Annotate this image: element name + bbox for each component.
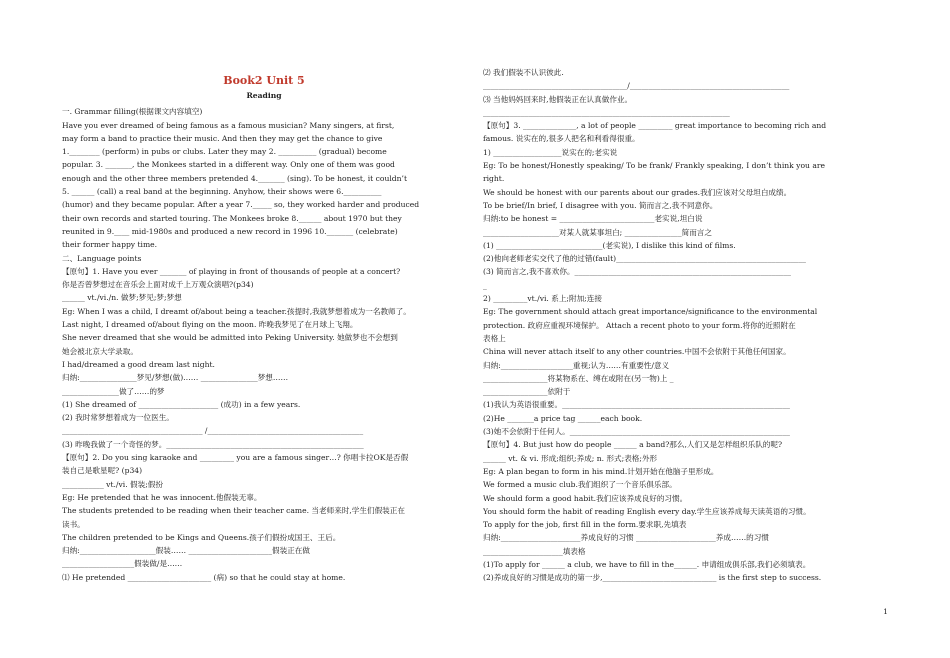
text-line: 【原句】2. Do you sing karaoke and _________ you are a famous singer…? 你唱卡拉OK是否假 — [62, 453, 409, 463]
text-line: 你是否曾梦想过在音乐会上面对成千上万观众演唱?(p34) — [62, 280, 254, 290]
text-line: (2) 我时常梦想着成为一位医生。 — [62, 413, 174, 423]
text-line: We should form a good habit.我们应该养成良好的习惯。 — [483, 493, 688, 503]
text-line: (1)To apply for ______ a club, we have to fill in the______. 申请组成俱乐部,我们必须填表。 — [483, 559, 811, 569]
text-line: ______ vt./vi./n. 做梦;梦见;梦;梦想 — [62, 293, 182, 303]
text-line: ____________________对某人就某事坦白; _______________简而言之 — [483, 227, 712, 237]
text-line: right. — [483, 174, 505, 184]
text-line: 装自己是歌星呢? (p34) — [62, 466, 143, 476]
text-line: _________________将某物系在、缚在或附在(另一物)上 _ — [483, 373, 674, 383]
text-line: ⑴ He pretended ______________________ (病) so that he could stay at home. — [62, 572, 346, 582]
text-line: 1.________ (perform) in pubs or clubs. Later they may 2. __________ (gradual) become — [62, 147, 387, 157]
text-line: Eg: When I was a child, I dreamt of/about being a teacher.孩提时,我就梦想着成为一名教师了。 — [62, 306, 411, 316]
text-line: ⑶ 当他妈妈回来时,他假装正在认真做作业。 — [483, 94, 633, 104]
text-line: 表格上 — [483, 333, 506, 343]
text-line: Last night, I dreamed of/about flying on the moon. 昨晚我梦见了在月球上飞翔。 — [62, 320, 358, 330]
text-line: ___________________假装做/是…… — [62, 559, 183, 569]
text-line: famous. 说实在的,很多人把名和利看得很重。 — [483, 134, 640, 144]
text-line: Have you ever dreamed of being famous as a famous musician? Many singers, at first, — [62, 120, 395, 130]
text-line: To apply for the job, first fill in the form.要求职,先填表 — [483, 520, 687, 530]
text-line: 归纳:___________________重视;认为……有重要性/意义 — [483, 360, 670, 370]
right-column — [483, 66, 888, 585]
text-line: You should form the habit of reading English every day.学生应该养成每天读英语的习惯。 — [483, 506, 811, 516]
text-line: We should be honest with our parents about our grades.我们应该对父母坦白成绩。 — [483, 187, 792, 197]
unit-title: Book2 Unit 5 — [223, 74, 305, 87]
text-line: (3)她不会依附于任何人。__________________________________________________________ — [483, 427, 790, 437]
text-line: The children pretended to be Kings and Queens.孩子们假扮成国王、王后。 — [62, 532, 341, 542]
text-line: 1) __________________说实在的;老实说 — [483, 147, 618, 157]
text-line: 读书。 — [62, 519, 85, 529]
text-line: may form a band to practice their music. And then they may get the chance to give — [62, 133, 383, 143]
text-line: _________________依附于 — [483, 387, 571, 397]
text-line: (humor) and they became popular. After a year 7._____ so, they worked harder and produced — [62, 200, 420, 210]
text-line: protection. 政府应重视环境保护。 Attach a recent photo to your form.将你的近照附在 — [483, 320, 796, 330]
text-line: 归纳:to be honest = _________________________老实说,坦白说 — [483, 214, 703, 224]
text-line: (2)他向老师老实交代了他的过错(fault)__________________________________________________ — [483, 254, 806, 264]
text-line: _____________________________________ /_________________________________________ — [62, 426, 364, 436]
text-line: (2)He _______a price tag ______each book. — [483, 413, 643, 423]
text-line: 二、Language points — [62, 253, 142, 263]
text-line: (2)养成良好的习惯是成功的第一步,______________________________ is the first step to success. — [483, 573, 822, 583]
page-number: 1 — [883, 607, 888, 616]
text-line: We formed a music club.我们组织了一个音乐俱乐部。 — [483, 480, 677, 490]
text-line: Eg: He pretended that he was innocent.他假装无辜。 — [62, 492, 262, 502]
text-line: 【原句】1. Have you ever _______ of playing in front of thousands of people at a concert? — [62, 266, 401, 276]
text-line: China will never attach itself to any other countries.中国不会依附于其他任何国家。 — [483, 347, 791, 357]
text-line: popular. 3. _______, the Monkees started in a different way. Only one of them was good — [62, 160, 395, 170]
text-line: ___________ vt./vi. 假装;假扮 — [62, 479, 163, 489]
text-line: Eg: To be honest/Honestly speaking/ To be frank/ Frankly speaking, I don’t think you are — [483, 161, 825, 171]
text-line: (3) 简而言之,我不喜欢你。_________________________________________________________ — [483, 267, 791, 277]
text-line: _______________做了……的梦 — [62, 386, 165, 396]
text-line: Eg: A plan began to form in his mind.计划开始在他脑子里形成。 — [483, 466, 719, 476]
text-line: 归纳:_______________梦见/梦想(做)…… _______________梦想…… — [62, 373, 289, 383]
text-line: their own records and started touring. The Monkees broke 8.______ about 1970 but they — [62, 213, 402, 223]
text-line: enough and the other three members pretended 4._______ (sing). To be honest, it couldn’t — [62, 173, 407, 183]
text-line: (1)我认为英语很重要。____________________________________________________________ — [483, 400, 790, 410]
text-line: 归纳:_____________________养成良好的习惯 _____________________养成……的习惯 — [483, 533, 769, 543]
section-subtitle: Reading — [246, 91, 282, 100]
text-line: their former happy time. — [62, 240, 158, 250]
text-line: ______ vt. & vi. 形成;组织;养成; n. 形式;表格;外形 — [483, 453, 658, 463]
text-line: 5. ______ (call) a real band at the beginning. Anyhow, their shows were 6.__________ — [62, 187, 382, 197]
text-line: _____________________填表格 — [483, 546, 586, 556]
text-line: She never dreamed that she would be admitted into Peking University. 她做梦也不会想到 — [62, 333, 398, 343]
text-line: 她会被北京大学录取。 — [62, 346, 138, 356]
text-line: _ — [483, 280, 487, 290]
text-line: (3) 昨晚我做了一个奇怪的梦。____________________________________________________ — [62, 439, 364, 449]
text-line: ______________________________________/__________________________________________ — [483, 81, 790, 91]
text-line: 2) _________vt./vi. 系上;附加;连接 — [483, 294, 602, 304]
text-line: 归纳:____________________假装…… ______________________假装正在做 — [62, 546, 310, 556]
text-line: I had/dreamed a good dream last night. — [62, 359, 215, 369]
text-line: The students pretended to be reading when their teacher came. 当老师来时,学生们假装正在 — [62, 506, 405, 516]
text-line: 一. Grammar filling(根据课文内容填空) — [62, 107, 203, 117]
text-line: _________________________________________________________________ — [483, 107, 730, 117]
text-line: (1) She dreamed of _____________________ (成功) in a few years. — [62, 399, 301, 409]
text-line: To be brief/In brief, I disagree with you. 简而言之,我不同意你。 — [483, 200, 718, 210]
text-line: Eg: The government should attach great importance/significance to the environmental — [483, 307, 818, 317]
text-line: (1) ____________________________(老实说), I dislike this kind of films. — [483, 240, 736, 250]
text-line: ⑵ 我们假装不认识彼此. — [483, 68, 564, 77]
text-line: 【原句】4. But just how do people ______ a band?那么,人们又是怎样组织乐队的呢? — [483, 440, 783, 450]
text-line: reunited in 9.____ mid-1980s and produced a new record in 1996 10._______ (celebrate) — [62, 226, 398, 236]
text-line: 【原句】3. ______________, a lot of people _________ great importance to becoming rich and — [483, 121, 827, 131]
left-column — [62, 66, 466, 584]
